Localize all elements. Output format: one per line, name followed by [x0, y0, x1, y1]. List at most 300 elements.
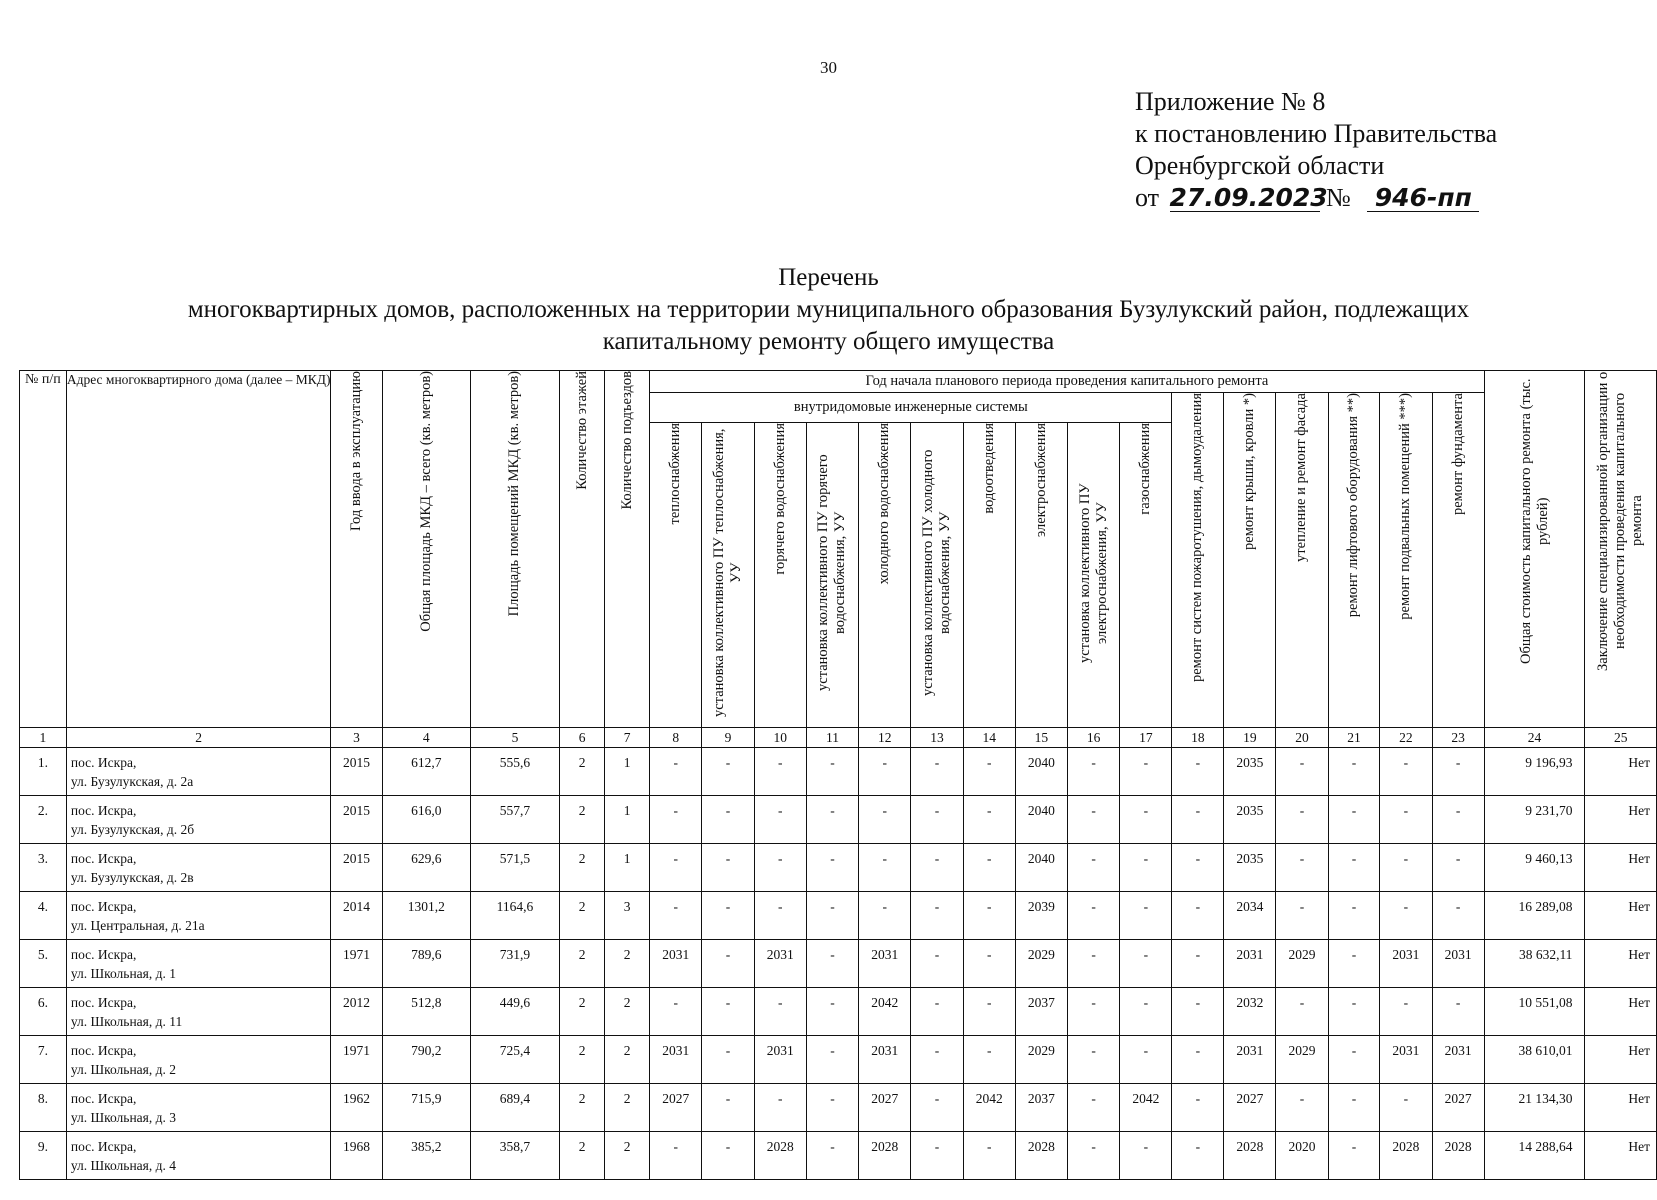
cell-cost: 9 196,93 — [1484, 748, 1585, 796]
annex-block — [1135, 86, 1497, 214]
title-line-2: многоквартирных домов, расположенных на территории муниципального образования Бузулукский район, подлежащих — [187, 296, 1470, 323]
cell-c11: - — [806, 748, 858, 796]
cell-c20: 2020 — [1276, 1132, 1328, 1180]
cell-c14: - — [963, 988, 1015, 1036]
cell-cost: 9 460,13 — [1484, 844, 1585, 892]
header-foundation: ремонт фундамента — [1432, 393, 1484, 728]
cell-c21: - — [1328, 1084, 1380, 1132]
annex-number: 946-пп — [1367, 185, 1479, 212]
cell-c12: 2031 — [859, 1036, 911, 1084]
cell-c12: - — [859, 844, 911, 892]
cell-c9: - — [702, 796, 754, 844]
cell-address — [66, 1036, 331, 1084]
column-number: 3 — [331, 728, 382, 748]
cell-entr: 2 — [605, 1036, 650, 1084]
cell-c9: - — [702, 1036, 754, 1084]
column-number: 24 — [1484, 728, 1585, 748]
cell-address — [66, 988, 331, 1036]
cell-c23: - — [1432, 796, 1484, 844]
column-number: 4 — [382, 728, 470, 748]
cell-floors: 2 — [560, 748, 605, 796]
cell-c19: 2035 — [1224, 796, 1276, 844]
cell-c22: - — [1380, 748, 1432, 796]
cell-c17: - — [1120, 844, 1172, 892]
cell-year: 1971 — [331, 940, 382, 988]
address-settlement: пос. Искра, — [70, 1043, 137, 1058]
header-cold-water-meter: установка коллективного ПУ холодного водоснабжения, УУ — [911, 423, 963, 728]
table-row — [20, 940, 1657, 988]
cell-c15: 2040 — [1015, 748, 1067, 796]
column-number: 11 — [806, 728, 858, 748]
cell-premises: 725,4 — [470, 1036, 559, 1084]
cell-address — [66, 844, 331, 892]
column-number: 7 — [605, 728, 650, 748]
header-fire: ремонт систем пожаротушения, дымоудаления — [1172, 393, 1224, 728]
cell-c20: - — [1276, 1084, 1328, 1132]
cell-c14: - — [963, 892, 1015, 940]
cell-c16: - — [1067, 988, 1119, 1036]
header-conclusion: Заключение специализированной организации о необходимости проведения капитального ремонта — [1585, 371, 1657, 728]
cell-address — [66, 1132, 331, 1180]
cell-c17: - — [1120, 988, 1172, 1036]
address-street: ул. Бузулукская, д. 2в — [70, 870, 194, 885]
cell-floors: 2 — [560, 988, 605, 1036]
address-street: ул. Школьная, д. 1 — [70, 966, 176, 981]
table-row — [20, 1036, 1657, 1084]
cell-address — [66, 892, 331, 940]
header-total-cost: Общая стоимость капитального ремонта (тыс. рублей) — [1484, 371, 1585, 728]
cell-c12: 2028 — [859, 1132, 911, 1180]
cell-c17: - — [1120, 1132, 1172, 1180]
cell-c18: - — [1172, 1084, 1224, 1132]
cell-entr: 2 — [605, 988, 650, 1036]
cell-c18: - — [1172, 844, 1224, 892]
cell-c22: - — [1380, 796, 1432, 844]
cell-c12: 2042 — [859, 988, 911, 1036]
cell-c21: - — [1328, 892, 1380, 940]
header-hot-water-meter: установка коллективного ПУ горячего водоснабжения, УУ — [806, 423, 858, 728]
cell-c12: - — [859, 892, 911, 940]
cell-c13: - — [911, 1036, 963, 1084]
header-heating: теплоснабжения — [650, 423, 702, 728]
header-floors: Количество этажей — [560, 371, 605, 728]
cell-cost: 21 134,30 — [1484, 1084, 1585, 1132]
annex-number-label: № — [1326, 183, 1351, 212]
cell-year: 1971 — [331, 1036, 382, 1084]
header-address: Адрес многоквартирного дома (далее – МКД) — [66, 371, 331, 728]
annex-line-2: к постановлению Правительства — [1135, 119, 1498, 148]
annex-line-1: Приложение № 8 — [1135, 87, 1326, 116]
cell-c19: 2034 — [1224, 892, 1276, 940]
cell-c14: - — [963, 796, 1015, 844]
column-number: 8 — [650, 728, 702, 748]
cell-c9: - — [702, 892, 754, 940]
cell-c18: - — [1172, 940, 1224, 988]
cell-premises: 358,7 — [470, 1132, 559, 1180]
table-row — [20, 796, 1657, 844]
cell-c16: - — [1067, 1132, 1119, 1180]
cell-entr: 1 — [605, 796, 650, 844]
cell-c21: - — [1328, 844, 1380, 892]
cell-c16: - — [1067, 1084, 1119, 1132]
cell-c11: - — [806, 892, 858, 940]
cell-c21: - — [1328, 1036, 1380, 1084]
cell-c12: - — [859, 796, 911, 844]
cell-total: 1301,2 — [382, 892, 470, 940]
cell-cost: 14 288,64 — [1484, 1132, 1585, 1180]
cell-c20: - — [1276, 844, 1328, 892]
address-settlement: пос. Искра, — [70, 995, 137, 1010]
cell-c15: 2040 — [1015, 844, 1067, 892]
cell-c17: - — [1120, 796, 1172, 844]
column-number: 19 — [1224, 728, 1276, 748]
cell-c22: 2031 — [1380, 940, 1432, 988]
cell-c9: - — [702, 1132, 754, 1180]
column-number: 23 — [1432, 728, 1484, 748]
cell-c18: - — [1172, 988, 1224, 1036]
column-number: 10 — [754, 728, 806, 748]
cell-c21: - — [1328, 940, 1380, 988]
address-settlement: пос. Искра, — [70, 803, 137, 818]
cell-c23: 2031 — [1432, 1036, 1484, 1084]
cell-c19: 2032 — [1224, 988, 1276, 1036]
cell-c20: - — [1276, 988, 1328, 1036]
cell-concl: Нет — [1585, 1036, 1657, 1084]
cell-total: 616,0 — [382, 796, 470, 844]
cell-c13: - — [911, 844, 963, 892]
cell-c8: - — [650, 1132, 702, 1180]
cell-c20: - — [1276, 796, 1328, 844]
cell-c19: 2035 — [1224, 844, 1276, 892]
cell-n: 1. — [20, 748, 67, 796]
cell-c13: - — [911, 1084, 963, 1132]
cell-c16: - — [1067, 748, 1119, 796]
cell-c11: - — [806, 1084, 858, 1132]
cell-c18: - — [1172, 1132, 1224, 1180]
cell-premises: 449,6 — [470, 988, 559, 1036]
cell-concl: Нет — [1585, 1132, 1657, 1180]
header-sewerage: водоотведения — [963, 423, 1015, 728]
cell-concl: Нет — [1585, 940, 1657, 988]
page-number: 30 — [820, 58, 837, 77]
cell-c21: - — [1328, 1132, 1380, 1180]
cell-c15: 2037 — [1015, 988, 1067, 1036]
cell-c23: - — [1432, 892, 1484, 940]
cell-floors: 2 — [560, 844, 605, 892]
cell-c18: - — [1172, 1036, 1224, 1084]
cell-floors: 2 — [560, 1036, 605, 1084]
cell-c23: 2027 — [1432, 1084, 1484, 1132]
cell-address — [66, 796, 331, 844]
cell-c20: - — [1276, 748, 1328, 796]
cell-c19: 2035 — [1224, 748, 1276, 796]
annex-line-3: Оренбургской области — [1135, 151, 1385, 180]
cell-n: 8. — [20, 1084, 67, 1132]
address-settlement: пос. Искра, — [70, 1139, 137, 1154]
cell-c8: - — [650, 844, 702, 892]
cell-c18: - — [1172, 796, 1224, 844]
cell-c11: - — [806, 844, 858, 892]
cell-year: 2015 — [331, 748, 382, 796]
address-street: ул. Центральная, д. 21а — [70, 918, 205, 933]
header-electricity-meter: установка коллективного ПУ электроснабжения, УУ — [1067, 423, 1119, 728]
header-engineering-group: внутридомовые инженерные системы — [650, 393, 1172, 423]
table-row — [20, 1084, 1657, 1132]
cell-c20: 2029 — [1276, 1036, 1328, 1084]
annex-line-4 — [1135, 182, 1497, 214]
cell-c23: 2031 — [1432, 940, 1484, 988]
cell-n: 5. — [20, 940, 67, 988]
cell-cost: 9 231,70 — [1484, 796, 1585, 844]
cell-floors: 2 — [560, 1084, 605, 1132]
cell-c8: - — [650, 988, 702, 1036]
cell-c8: - — [650, 892, 702, 940]
cell-floors: 2 — [560, 796, 605, 844]
cell-c10: 2031 — [754, 1036, 806, 1084]
cell-c16: - — [1067, 844, 1119, 892]
document-title — [0, 262, 1657, 358]
header-roof: ремонт крыши, кровли *) — [1224, 393, 1276, 728]
header-elevator: ремонт лифтового оборудования **) — [1328, 393, 1380, 728]
cell-c15: 2037 — [1015, 1084, 1067, 1132]
cell-c10: - — [754, 748, 806, 796]
cell-c21: - — [1328, 988, 1380, 1036]
cell-c15: 2039 — [1015, 892, 1067, 940]
cell-c10: - — [754, 988, 806, 1036]
column-number: 15 — [1015, 728, 1067, 748]
cell-c23: - — [1432, 988, 1484, 1036]
cell-floors: 2 — [560, 892, 605, 940]
cell-c22: - — [1380, 1084, 1432, 1132]
cell-concl: Нет — [1585, 1084, 1657, 1132]
cell-n: 9. — [20, 1132, 67, 1180]
cell-c19: 2031 — [1224, 940, 1276, 988]
cell-c11: - — [806, 796, 858, 844]
cell-c21: - — [1328, 796, 1380, 844]
address-settlement: пос. Искра, — [70, 851, 137, 866]
cell-entr: 2 — [605, 940, 650, 988]
cell-year: 1962 — [331, 1084, 382, 1132]
cell-year: 1968 — [331, 1132, 382, 1180]
cell-c9: - — [702, 940, 754, 988]
address-street: ул. Бузулукская, д. 2а — [70, 774, 194, 789]
cell-c14: 2042 — [963, 1084, 1015, 1132]
cell-cost: 10 551,08 — [1484, 988, 1585, 1036]
cell-c14: - — [963, 940, 1015, 988]
cell-c8: 2031 — [650, 940, 702, 988]
column-number: 21 — [1328, 728, 1380, 748]
cell-concl: Нет — [1585, 844, 1657, 892]
header-total-area: Общая площадь МКД – всего (кв. метров) — [382, 371, 470, 728]
cell-cost: 38 610,01 — [1484, 1036, 1585, 1084]
cell-premises: 555,6 — [470, 748, 559, 796]
address-street: ул. Школьная, д. 2 — [70, 1062, 176, 1077]
header-facade: утепление и ремонт фасада — [1276, 393, 1328, 728]
cell-c13: - — [911, 940, 963, 988]
cell-c14: - — [963, 1132, 1015, 1180]
houses-table — [19, 370, 1657, 1180]
cell-address — [66, 940, 331, 988]
cell-c14: - — [963, 748, 1015, 796]
table-row — [20, 844, 1657, 892]
cell-c12: - — [859, 748, 911, 796]
address-settlement: пос. Искра, — [70, 755, 137, 770]
address-settlement: пос. Искра, — [70, 947, 137, 962]
column-number: 16 — [1067, 728, 1119, 748]
cell-total: 385,2 — [382, 1132, 470, 1180]
table-body — [20, 748, 1657, 1180]
cell-concl: Нет — [1585, 988, 1657, 1036]
annex-date: 27.09.2023 — [1169, 183, 1328, 212]
column-number: 22 — [1380, 728, 1432, 748]
cell-total: 789,6 — [382, 940, 470, 988]
cell-c19: 2027 — [1224, 1084, 1276, 1132]
column-number: 20 — [1276, 728, 1328, 748]
cell-c15: 2029 — [1015, 1036, 1067, 1084]
cell-c17: - — [1120, 1036, 1172, 1084]
cell-c11: - — [806, 1036, 858, 1084]
cell-c22: - — [1380, 892, 1432, 940]
title-line-1: Перечень — [778, 264, 879, 291]
cell-c13: - — [911, 748, 963, 796]
table-row — [20, 988, 1657, 1036]
header-heat-meter: установка коллективного ПУ теплоснабжения, УУ — [702, 423, 754, 728]
cell-year: 2015 — [331, 844, 382, 892]
cell-c16: - — [1067, 1036, 1119, 1084]
cell-entr: 3 — [605, 892, 650, 940]
cell-premises: 557,7 — [470, 796, 559, 844]
cell-floors: 2 — [560, 1132, 605, 1180]
column-number: 9 — [702, 728, 754, 748]
address-street: ул. Школьная, д. 11 — [70, 1014, 183, 1029]
header-gas: газоснабжения — [1120, 423, 1172, 728]
cell-c16: - — [1067, 796, 1119, 844]
column-number-row — [20, 728, 1657, 748]
table-row — [20, 1132, 1657, 1180]
cell-year: 2014 — [331, 892, 382, 940]
cell-total: 715,9 — [382, 1084, 470, 1132]
cell-total: 612,7 — [382, 748, 470, 796]
cell-c22: - — [1380, 844, 1432, 892]
cell-c21: - — [1328, 748, 1380, 796]
header-basement: ремонт подвальных помещений ***) — [1380, 393, 1432, 728]
column-number: 5 — [470, 728, 559, 748]
cell-c8: 2027 — [650, 1084, 702, 1132]
cell-c10: - — [754, 844, 806, 892]
column-number: 18 — [1172, 728, 1224, 748]
cell-c15: 2028 — [1015, 1132, 1067, 1180]
address-street: ул. Школьная, д. 4 — [70, 1158, 176, 1173]
cell-c19: 2028 — [1224, 1132, 1276, 1180]
cell-premises: 731,9 — [470, 940, 559, 988]
cell-c8: - — [650, 748, 702, 796]
column-number: 17 — [1120, 728, 1172, 748]
address-street: ул. Школьная, д. 3 — [70, 1110, 176, 1125]
cell-premises: 1164,6 — [470, 892, 559, 940]
cell-n: 4. — [20, 892, 67, 940]
address-settlement: пос. Искра, — [70, 1091, 137, 1106]
cell-c9: - — [702, 1084, 754, 1132]
cell-c15: 2029 — [1015, 940, 1067, 988]
table-row — [20, 892, 1657, 940]
column-number: 25 — [1585, 728, 1657, 748]
cell-c10: - — [754, 796, 806, 844]
column-number: 13 — [911, 728, 963, 748]
cell-c13: - — [911, 1132, 963, 1180]
cell-cost: 38 632,11 — [1484, 940, 1585, 988]
cell-c13: - — [911, 892, 963, 940]
header-premises-area: Площадь помещений МКД (кв. метров) — [470, 371, 559, 728]
cell-c11: - — [806, 988, 858, 1036]
cell-c23: 2028 — [1432, 1132, 1484, 1180]
cell-c11: - — [806, 940, 858, 988]
cell-year: 2015 — [331, 796, 382, 844]
cell-c13: - — [911, 796, 963, 844]
table-row — [20, 748, 1657, 796]
cell-c10: 2028 — [754, 1132, 806, 1180]
cell-cost: 16 289,08 — [1484, 892, 1585, 940]
cell-c23: - — [1432, 844, 1484, 892]
cell-n: 7. — [20, 1036, 67, 1084]
address-street: ул. Бузулукская, д. 2б — [70, 822, 195, 837]
cell-c22: - — [1380, 988, 1432, 1036]
header-entrances: Количество подъездов — [605, 371, 650, 728]
cell-c11: - — [806, 1132, 858, 1180]
column-number: 1 — [20, 728, 67, 748]
column-number: 12 — [859, 728, 911, 748]
cell-c17: - — [1120, 940, 1172, 988]
cell-c23: - — [1432, 748, 1484, 796]
column-number: 14 — [963, 728, 1015, 748]
cell-c18: - — [1172, 892, 1224, 940]
cell-c9: - — [702, 748, 754, 796]
cell-c12: 2027 — [859, 1084, 911, 1132]
cell-c19: 2031 — [1224, 1036, 1276, 1084]
table-head — [20, 371, 1657, 748]
cell-year: 2012 — [331, 988, 382, 1036]
cell-c22: 2031 — [1380, 1036, 1432, 1084]
header-hot-water: горячего водоснабжения — [754, 423, 806, 728]
cell-floors: 2 — [560, 940, 605, 988]
cell-c9: - — [702, 844, 754, 892]
cell-c10: - — [754, 1084, 806, 1132]
cell-entr: 1 — [605, 748, 650, 796]
cell-premises: 689,4 — [470, 1084, 559, 1132]
cell-premises: 571,5 — [470, 844, 559, 892]
cell-c14: - — [963, 1036, 1015, 1084]
header-cold-water: холодного водоснабжения — [859, 423, 911, 728]
cell-c12: 2031 — [859, 940, 911, 988]
cell-total: 629,6 — [382, 844, 470, 892]
cell-n: 6. — [20, 988, 67, 1036]
cell-c20: - — [1276, 892, 1328, 940]
cell-c17: 2042 — [1120, 1084, 1172, 1132]
address-settlement: пос. Искра, — [70, 899, 137, 914]
annex-from-label: от — [1135, 183, 1160, 212]
cell-n: 2. — [20, 796, 67, 844]
header-num: № п/п — [20, 371, 67, 728]
header-period-group: Год начала планового периода проведения капитального ремонта — [650, 371, 1485, 393]
cell-total: 512,8 — [382, 988, 470, 1036]
cell-c14: - — [963, 844, 1015, 892]
cell-address — [66, 748, 331, 796]
cell-c16: - — [1067, 940, 1119, 988]
title-line-3: капитальному ремонту общего имущества — [602, 328, 1055, 355]
cell-entr: 1 — [605, 844, 650, 892]
cell-c18: - — [1172, 748, 1224, 796]
cell-c16: - — [1067, 892, 1119, 940]
header-year: Год ввода в эксплуатацию — [331, 371, 382, 728]
